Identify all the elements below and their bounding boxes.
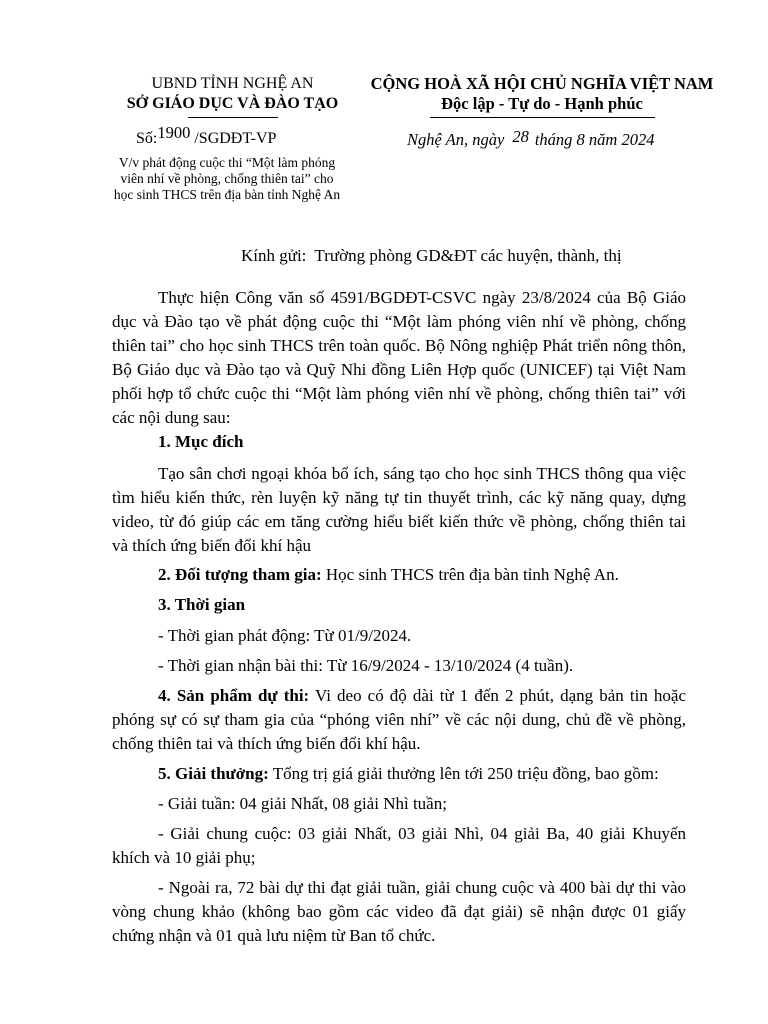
section-5-title: 5. Giải thưởng:	[158, 764, 269, 783]
date-prefix: Nghệ An, ngày	[407, 130, 505, 149]
agency-name-province: UBND TỈNH NGHỆ AN	[151, 75, 314, 92]
recipient-text: Trường phòng GD&ĐT các huyện, thành, thị	[314, 246, 622, 265]
recipient-label: Kính gửi:	[241, 246, 307, 265]
date-suffix: tháng 8 năm 2024	[534, 130, 655, 149]
section-5-item-3: - Ngoài ra, 72 bài dự thi đạt giải tuần, giải chung cuộc và 400 bài dự thi vào vòng chung khảo (không bao gồm các video đã đạt giải) sẽ nhận được 01 giấy chứng nhận và 01 quà lưu niệm từ Ban tổ chức.	[112, 878, 686, 945]
agency-underline	[188, 117, 278, 118]
section-3-title: 3. Thời gian	[158, 595, 246, 614]
section-1-text: Tạo sân chơi ngoại khóa bổ ích, sáng tạo cho học sinh THCS thông qua việc tìm hiểu kiến thức, rèn luyện kỹ năng tự tin thuyết trình, các kỹ năng quay, dựng video, từ đó giúp các em tăng cường hiểu biết kiến thức về phòng, chống thiên tai và thích ứng biến đổi khí hậu	[112, 464, 686, 555]
section-3-item-1: - Thời gian phát động: Từ 01/9/2024.	[158, 626, 412, 645]
agency-name-department: SỞ GIÁO DỤC VÀ ĐÀO TẠO	[126, 95, 339, 112]
document-number	[136, 123, 277, 149]
section-2-text: Học sinh THCS trên địa bàn tỉnh Nghệ An.	[321, 565, 619, 584]
agency-header	[95, 74, 370, 114]
national-title: CỘNG HOÀ XÃ HỘI CHỦ NGHĨA VIỆT NAM	[370, 74, 714, 93]
national-motto: Độc lập - Tự do - Hạnh phúc	[441, 94, 643, 113]
section-4-text: Vi deo có độ dài từ 1 đến 2 phút, dạng bản tin hoặc phóng sự có sự tham gia của “phóng viên nhí” về các nội dung, chủ đề về phòng, chống thiên tai và thích ứng biến đổi khí hậu.	[112, 686, 686, 753]
section-5	[158, 762, 659, 786]
section-1-title: 1. Mục đích	[158, 432, 244, 451]
recipient-line	[241, 245, 622, 267]
section-5-item-1: - Giải tuần: 04 giải Nhất, 08 giải Nhì tuần;	[158, 794, 447, 813]
doc-number-prefix: Số:	[136, 130, 158, 147]
doc-number-value: 1900	[157, 123, 191, 142]
document-subject: V/v phát động cuộc thi “Một làm phóng viên nhí về phòng, chống thiên tai” cho học sinh THCS trên địa bàn tỉnh Nghệ An	[113, 155, 341, 202]
section-2-title: 2. Đối tượng tham gia:	[158, 565, 322, 584]
date-day: 28	[512, 127, 529, 146]
section-5-text: Tổng trị giá giải thưởng lên tới 250 triệu đồng, bao gồm:	[268, 764, 659, 783]
section-2	[158, 563, 619, 587]
section-4	[112, 684, 686, 756]
section-3-item-2: - Thời gian nhận bài thi: Từ 16/9/2024 - 13/10/2024 (4 tuần).	[158, 656, 574, 675]
intro-paragraph: Thực hiện Công văn số 4591/BGDĐT-CSVC ngày 23/8/2024 của Bộ Giáo dục và Đào tạo về phát động cuộc thi “Một làm phóng viên nhí về phòng, chống thiên tai” cho học sinh THCS trên toàn quốc. Bộ Nông nghiệp Phát triển nông thôn, Bộ Giáo dục và Đào tạo và Quỹ Nhi đồng Liên Hợp quốc (UNICEF) tại Việt Nam phối hợp tổ chức cuộc thi “Một làm phóng viên nhí về phòng, chống thiên tai” với các nội dung sau:	[112, 288, 686, 427]
doc-number-suffix: /SGDĐT-VP	[194, 130, 277, 147]
issue-date	[407, 127, 655, 150]
national-motto-underline	[430, 117, 655, 118]
section-4-title: 4. Sản phẩm dự thi:	[158, 686, 310, 705]
section-5-item-2: - Giải chung cuộc: 03 giải Nhất, 03 giải Nhì, 04 giải Ba, 40 giải Khuyến khích và 10 giải phụ;	[112, 824, 686, 867]
national-header	[357, 74, 727, 114]
